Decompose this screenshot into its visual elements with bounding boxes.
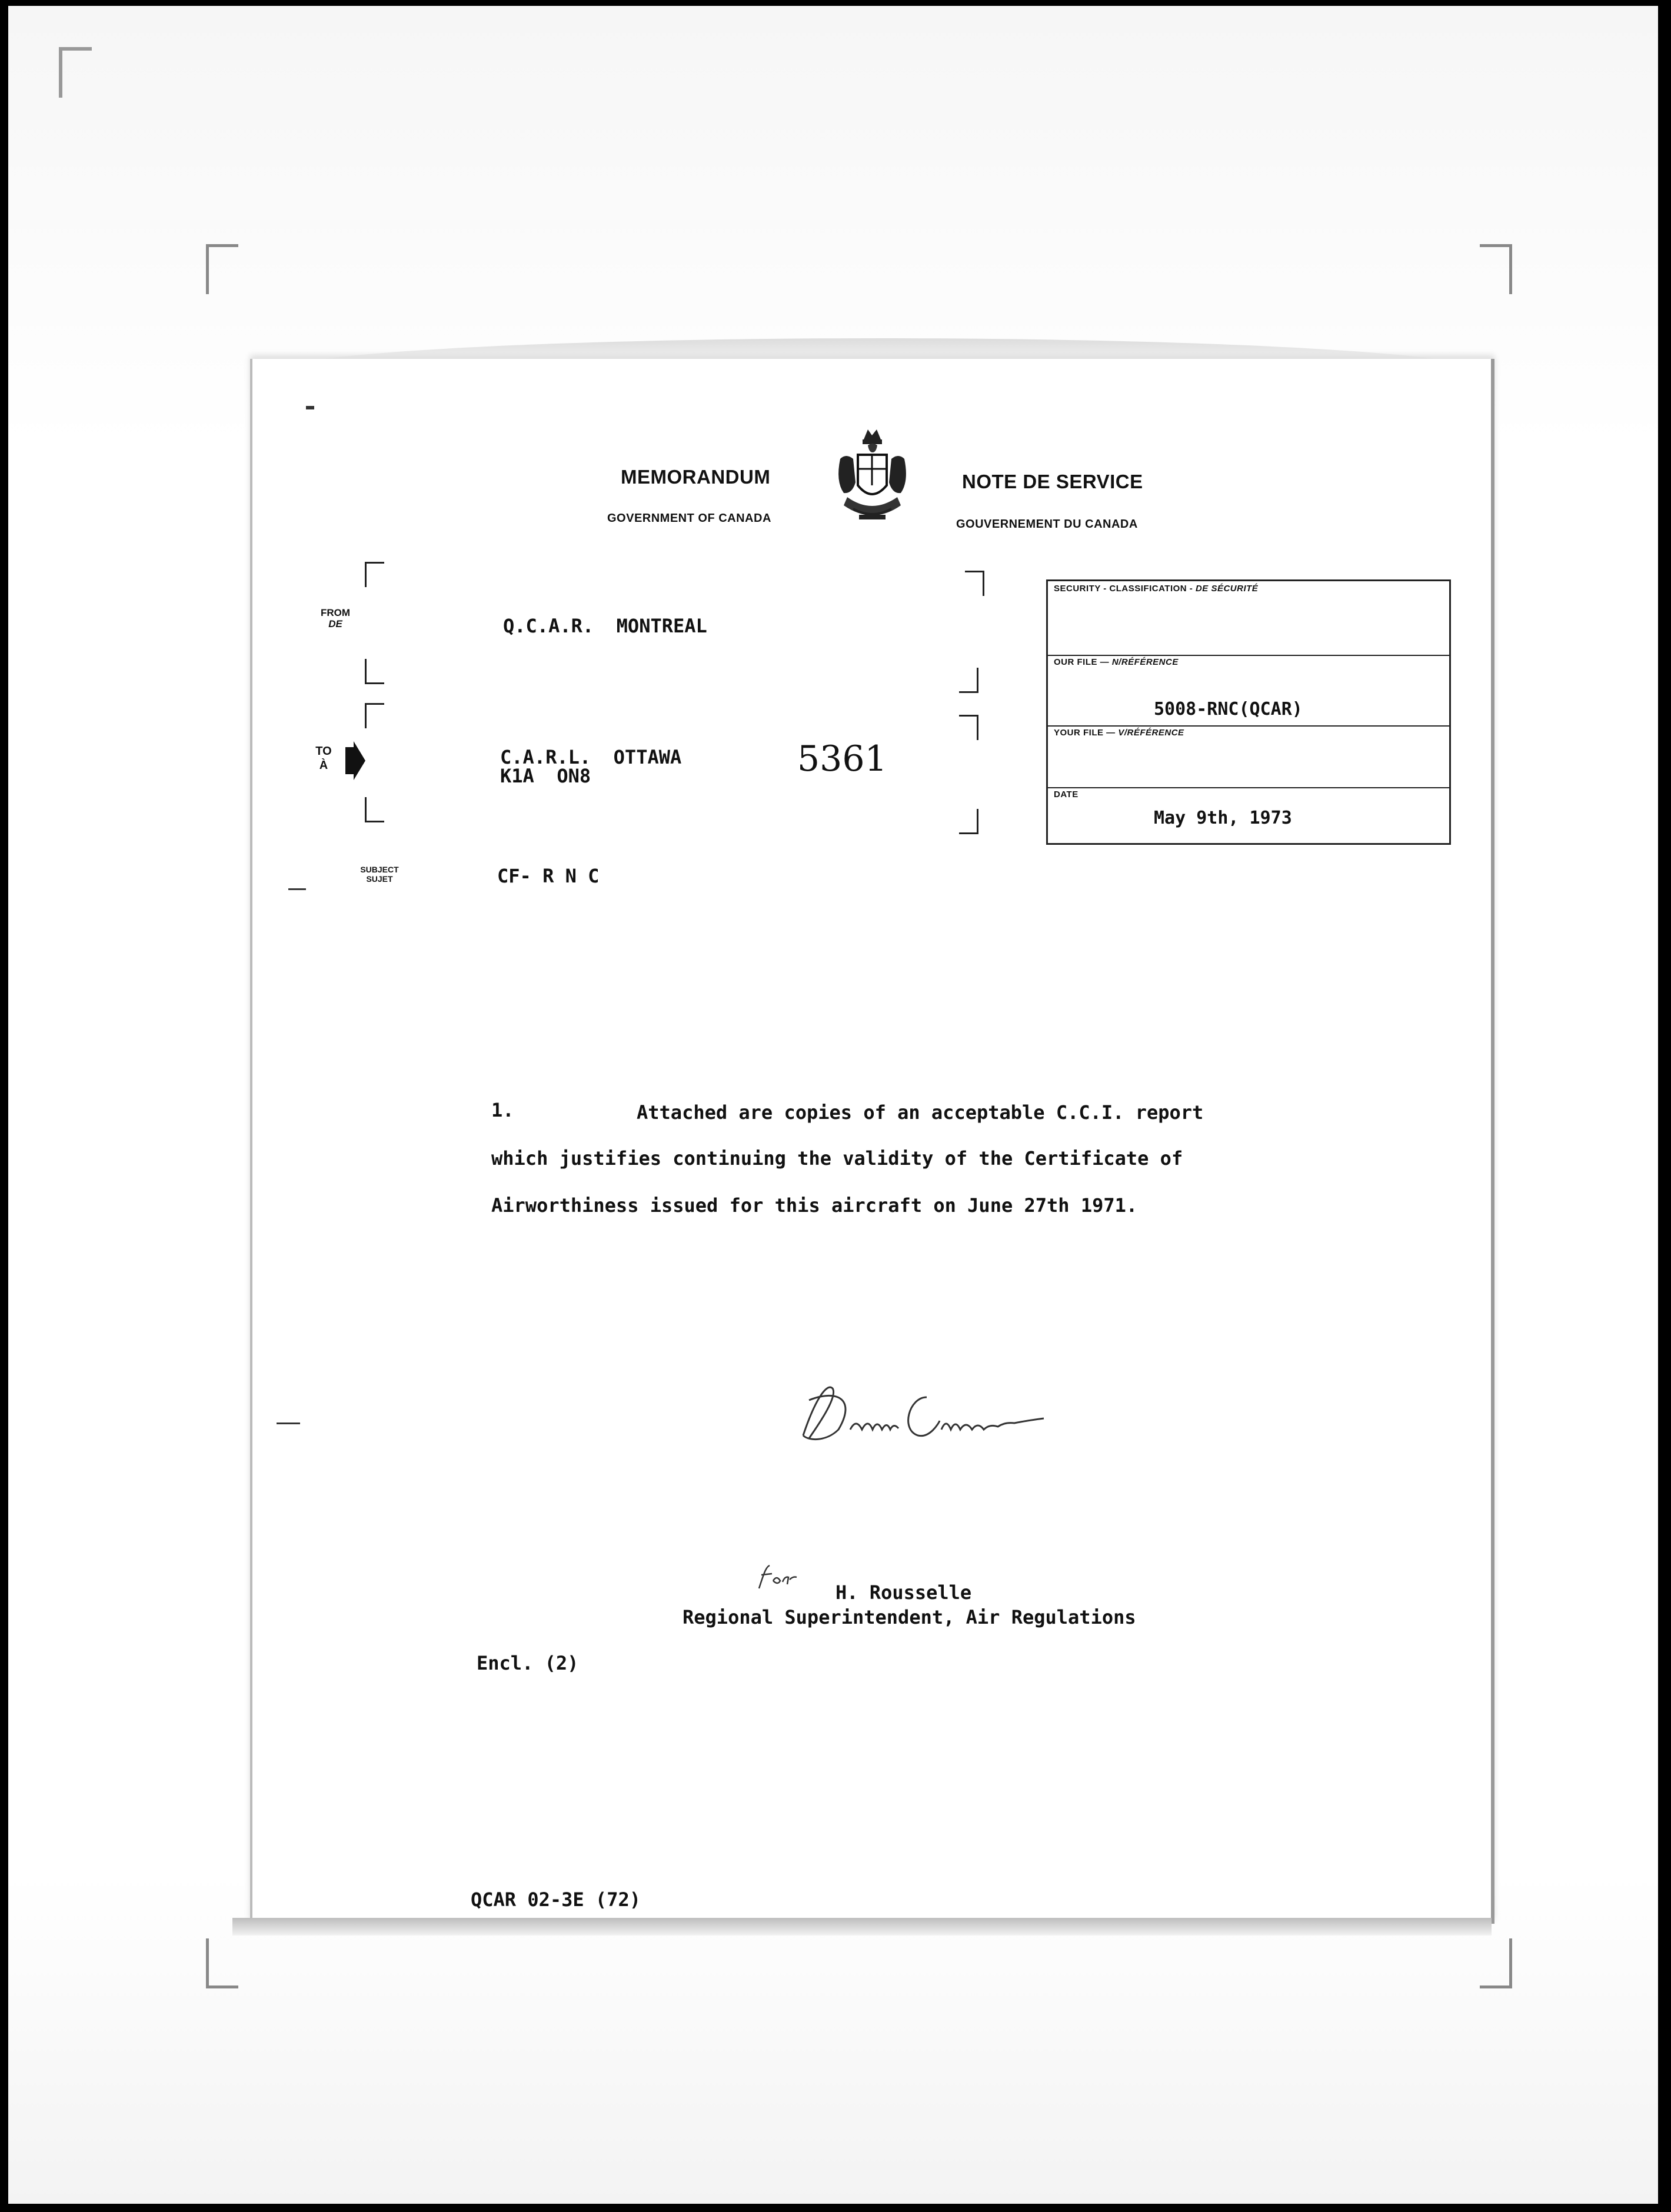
- subject-label: SUBJECT SUJET: [360, 865, 399, 884]
- to-label: TO À: [315, 745, 332, 772]
- from-bracket-right-top: [965, 571, 984, 596]
- enclosure-note: Encl. (2): [477, 1652, 579, 1674]
- paper-shadow: [232, 1918, 1492, 1936]
- handwritten-signature: [791, 1365, 1068, 1453]
- signatory-title: Regional Superintendent, Air Regulations: [683, 1606, 1136, 1628]
- crop-mark-inner-top-right: [1480, 244, 1512, 294]
- memo-title-en: MEMORANDUM: [621, 466, 771, 488]
- to-bracket-top: [365, 703, 384, 728]
- file-info-box: [1046, 579, 1451, 845]
- to-line-1: C.A.R.L. OTTAWA: [500, 746, 682, 768]
- your-file-label-fr: V/RÉFÉRENCE: [1118, 728, 1184, 738]
- our-file-label: OUR FILE —: [1054, 657, 1112, 667]
- to-bracket-right-top: [959, 715, 978, 740]
- margin-tick-2: [277, 1423, 300, 1424]
- coat-of-arms-icon: [836, 427, 909, 527]
- to-bracket-bottom: [365, 797, 384, 822]
- memo-title-fr: NOTE DE SERVICE: [962, 471, 1143, 492]
- date-value: May 9th, 1973: [1154, 808, 1292, 828]
- security-cell: [1048, 581, 1449, 656]
- our-file-value: 5008-RNC(QCAR): [1154, 699, 1303, 719]
- subject-value: CF- R N C: [497, 865, 600, 887]
- our-file-label-fr: N/RÉFÉRENCE: [1111, 657, 1179, 667]
- crop-mark-inner-bottom-left: [206, 1938, 238, 1988]
- date-label: DATE: [1054, 789, 1079, 799]
- from-label: FROM DE: [320, 607, 351, 629]
- to-line-2: K1A ON8: [500, 765, 591, 787]
- body-line-2: which justifies continuing the validity of the Certificate of: [491, 1147, 1183, 1170]
- from-bracket-right-bottom: [959, 668, 978, 693]
- from-value: Q.C.A.R. MONTREAL: [503, 615, 707, 637]
- our-file-cell: [1048, 655, 1449, 727]
- crop-mark-inner-bottom-right: [1480, 1938, 1512, 1988]
- from-bracket-bottom: [365, 659, 384, 684]
- gov-name-en: GOVERNMENT OF CANADA: [607, 512, 771, 525]
- scan-speck-top: [306, 406, 314, 409]
- security-label: SECURITY - CLASSIFICATION -: [1054, 584, 1196, 594]
- gov-name-fr: GOUVERNEMENT DU CANADA: [956, 518, 1138, 531]
- date-cell: [1048, 787, 1449, 841]
- security-label-fr: DE SÉCURITÉ: [1195, 584, 1259, 594]
- your-file-cell: [1048, 725, 1449, 788]
- signed-for-initials: [753, 1562, 800, 1594]
- paragraph-number: 1.: [491, 1099, 514, 1121]
- stamp-number: 5361: [797, 738, 887, 779]
- crop-mark-inner-top-left: [206, 244, 238, 294]
- form-number: QCAR 02-3E (72): [471, 1888, 641, 1911]
- signatory-name: H. Rousselle: [836, 1581, 972, 1604]
- to-bracket-right-bottom: [959, 809, 978, 834]
- your-file-label: YOUR FILE —: [1054, 728, 1119, 738]
- body-line-1: Attached are copies of an acceptable C.C.I. report: [637, 1101, 1204, 1124]
- arrow-right-icon: [343, 740, 367, 781]
- crop-mark-top-left: [59, 47, 92, 98]
- margin-tick-1: [288, 888, 306, 890]
- body-line-3: Airworthiness issued for this aircraft on June 27th 1971.: [491, 1194, 1138, 1217]
- from-bracket-top: [365, 562, 384, 587]
